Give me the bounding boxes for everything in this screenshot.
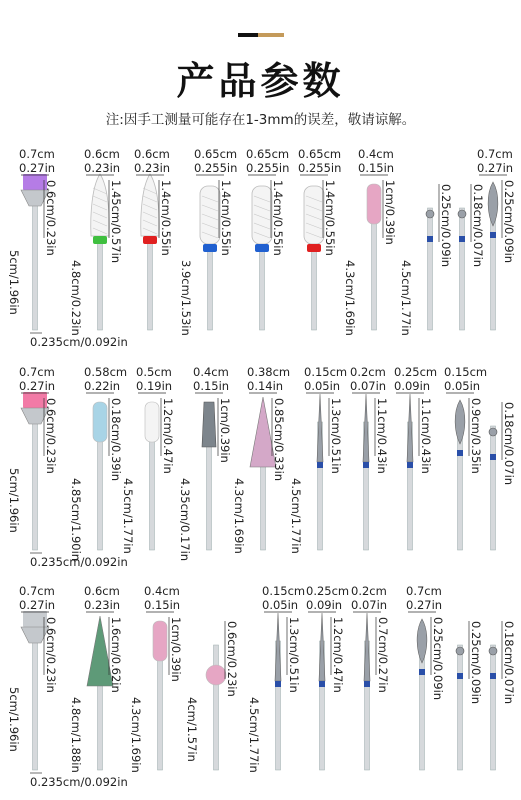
head-dimension-label: 0.7cm/0.27in bbox=[376, 617, 390, 693]
bit-head-flame bbox=[417, 619, 427, 663]
bit-head-bristles bbox=[23, 611, 47, 627]
bit-head-band bbox=[490, 232, 496, 238]
top-width-label: 0.23in bbox=[84, 161, 121, 175]
head-dimension-label: 1.3cm/0.51in bbox=[329, 398, 343, 474]
bit-head-band bbox=[275, 681, 281, 687]
bit-2-3 bbox=[121, 365, 175, 554]
top-width-label: 0.7cm bbox=[477, 147, 513, 161]
bit-head-ball bbox=[489, 428, 497, 436]
total-length-label: 4.85cm/1.90in bbox=[69, 478, 83, 562]
bit-head-band bbox=[363, 462, 369, 468]
top-width-label: 0.15in bbox=[358, 161, 395, 175]
bit-head-stone bbox=[145, 402, 159, 442]
bit-head-band bbox=[319, 681, 325, 687]
bit-2-5 bbox=[232, 365, 290, 554]
head-dimension-label: 0.9cm/0.35in bbox=[469, 398, 483, 474]
top-width-label: 0.25cm bbox=[394, 365, 438, 379]
bit-2-9 bbox=[444, 365, 487, 550]
top-width-label: 0.255in bbox=[298, 161, 342, 175]
shaft bbox=[460, 208, 465, 330]
shank-diameter-label: 0.235cm/0.092in bbox=[30, 555, 128, 569]
top-width-label: 0.14in bbox=[247, 379, 284, 393]
bit-head-band bbox=[457, 673, 463, 679]
head-dimension-label: 1.4cm/0.55in bbox=[323, 180, 337, 256]
head-dimension-label: 1.4cm/0.55in bbox=[271, 180, 285, 256]
top-width-label: 0.2cm bbox=[351, 584, 387, 598]
shaft bbox=[428, 208, 433, 330]
top-width-label: 0.15in bbox=[193, 379, 230, 393]
total-length-label: 4.8cm/1.88in bbox=[69, 697, 83, 773]
total-length-label: 4.35cm/0.17in bbox=[178, 478, 192, 562]
head-dimension-label: 1.6cm/0.62in bbox=[109, 617, 123, 693]
measurement-note: 注:因手工测量可能存在1-3mm的误差，敬请谅解。 bbox=[105, 112, 416, 128]
bit-head-head bbox=[202, 402, 216, 447]
top-width-label: 0.23in bbox=[84, 598, 121, 612]
bit-head-ball bbox=[489, 647, 497, 655]
top-width-label: 0.27in bbox=[477, 161, 514, 175]
head-dimension-label: 0.6cm/0.23in bbox=[225, 621, 239, 697]
top-width-label: 0.05in bbox=[444, 379, 481, 393]
bit-1-5 bbox=[246, 147, 289, 330]
bit-3-4 bbox=[185, 621, 239, 770]
top-width-label: 0.15cm bbox=[304, 365, 348, 379]
bit-3-7 bbox=[351, 584, 390, 770]
top-width-label: 0.7cm bbox=[19, 365, 55, 379]
bit-head-ball bbox=[458, 210, 466, 218]
head-dimension-label: 0.6cm/0.23in bbox=[44, 398, 58, 474]
head-dimension-label: 1.4cm/0.55in bbox=[219, 180, 233, 256]
bit-2-7 bbox=[350, 365, 389, 550]
bit-head-band bbox=[407, 462, 413, 468]
top-width-label: 0.15cm bbox=[262, 584, 306, 598]
bit-2-1 bbox=[7, 365, 58, 550]
head-dimension-label: 0.85cm/0.33in bbox=[272, 398, 286, 482]
head-dimension-label: 1.45cm/0.57in bbox=[109, 180, 123, 264]
total-length-label: 4.5cm/1.77in bbox=[399, 260, 413, 336]
bit-head-stone bbox=[367, 184, 381, 224]
head-dimension-label: 0.18cm/0.39in bbox=[109, 398, 123, 482]
bit-1-3 bbox=[134, 147, 173, 330]
bit-1-8 bbox=[399, 184, 453, 336]
top-width-label: 0.255in bbox=[194, 161, 238, 175]
top-width-label: 0.7cm bbox=[19, 147, 55, 161]
top-width-label: 0.65cm bbox=[246, 147, 290, 161]
top-width-label: 0.23in bbox=[134, 161, 171, 175]
shaft bbox=[491, 426, 496, 550]
shaft bbox=[458, 645, 463, 770]
bit-3-8 bbox=[406, 584, 445, 770]
top-width-label: 0.22in bbox=[84, 379, 121, 393]
top-width-label: 0.25cm bbox=[306, 584, 350, 598]
shank-diameter bbox=[30, 553, 128, 569]
bit-head-band bbox=[93, 236, 107, 244]
top-width-label: 0.6cm bbox=[134, 147, 170, 161]
bit-3-10 bbox=[489, 621, 516, 770]
head-dimension-label: 0.6cm/0.23in bbox=[44, 180, 58, 256]
shaft bbox=[214, 645, 219, 770]
top-width-label: 0.15in bbox=[144, 598, 181, 612]
bit-head-band bbox=[490, 673, 496, 679]
head-dimension-label: 1.4cm/0.55in bbox=[159, 180, 173, 256]
head-dimension-label: 0.6cm/0.23in bbox=[44, 617, 58, 693]
bit-1-7 bbox=[343, 147, 397, 336]
top-width-label: 0.05in bbox=[304, 379, 341, 393]
head-dimension-label: 0.25cm/0.09in bbox=[431, 617, 445, 701]
total-length-label: 4.5cm/1.77in bbox=[247, 697, 261, 773]
bit-1-9 bbox=[458, 184, 485, 330]
top-width-label: 0.05in bbox=[262, 598, 299, 612]
top-width-label: 0.19in bbox=[136, 379, 173, 393]
bit-head-bristles bbox=[23, 392, 47, 408]
top-width-label: 0.09in bbox=[394, 379, 431, 393]
top-width-label: 0.65cm bbox=[194, 147, 238, 161]
total-length-label: 4.8cm/0.23in bbox=[69, 260, 83, 336]
top-width-label: 0.27in bbox=[19, 598, 56, 612]
bit-head-stone bbox=[153, 621, 167, 661]
head-dimension-label: 1.1cm/0.43in bbox=[375, 398, 389, 474]
bit-head-cone bbox=[141, 174, 159, 236]
bit-head-bristles bbox=[23, 174, 47, 190]
bit-head-band bbox=[427, 236, 433, 242]
shaft bbox=[491, 645, 496, 770]
head-dimension-label: 1cm/0.39in bbox=[169, 617, 183, 682]
top-width-label: 0.27in bbox=[19, 379, 56, 393]
bit-head-sphere bbox=[206, 665, 226, 685]
bit-1-2 bbox=[69, 147, 123, 336]
total-length-label: 4.3cm/1.69in bbox=[232, 478, 246, 554]
bit-head-ball bbox=[456, 647, 464, 655]
top-width-label: 0.65cm bbox=[298, 147, 342, 161]
head-dimension-label: 1.2cm/0.47in bbox=[331, 617, 345, 693]
total-length-label: 3.9cm/1.53in bbox=[179, 260, 193, 336]
spec-row bbox=[7, 147, 516, 349]
top-width-label: 0.6cm bbox=[84, 584, 120, 598]
bit-head-band bbox=[203, 244, 217, 252]
top-width-label: 0.09in bbox=[306, 598, 343, 612]
top-width-label: 0.27in bbox=[406, 598, 443, 612]
head-dimension-label: 0.18cm/0.07in bbox=[502, 402, 516, 486]
bit-2-8 bbox=[394, 365, 437, 550]
total-length-label: 5cm/1.96in bbox=[7, 687, 21, 752]
shaft bbox=[33, 641, 38, 770]
total-length-label: 4.3cm/1.69in bbox=[129, 697, 143, 773]
bit-3-9 bbox=[456, 621, 483, 770]
top-width-label: 0.07in bbox=[351, 598, 388, 612]
head-dimension-label: 1.2cm/0.47in bbox=[161, 398, 175, 474]
head-dimension-label: 1.3cm/0.51in bbox=[287, 617, 301, 693]
top-width-label: 0.7cm bbox=[19, 584, 55, 598]
bit-3-6 bbox=[306, 584, 349, 770]
bit-2-6 bbox=[289, 365, 347, 554]
top-width-label: 0.15cm bbox=[444, 365, 488, 379]
bit-head-ball bbox=[426, 210, 434, 218]
bit-head-band bbox=[490, 454, 496, 460]
bit-2-2 bbox=[69, 365, 127, 561]
shank-diameter bbox=[30, 773, 128, 789]
top-width-label: 0.255in bbox=[246, 161, 290, 175]
bit-head-band bbox=[255, 244, 269, 252]
bit-2-4 bbox=[178, 365, 232, 561]
top-width-label: 0.7cm bbox=[406, 584, 442, 598]
top-width-label: 0.2cm bbox=[350, 365, 386, 379]
bit-1-6 bbox=[298, 147, 341, 330]
head-dimension-label: 1cm/0.39in bbox=[383, 180, 397, 245]
total-length-label: 4.5cm/1.77in bbox=[121, 478, 135, 554]
bit-head-band bbox=[419, 669, 425, 675]
head-dimension-label: 0.18cm/0.07in bbox=[471, 184, 485, 268]
top-width-label: 0.38cm bbox=[247, 365, 291, 379]
total-length-label: 5cm/1.96in bbox=[7, 468, 21, 533]
total-length-label: 4.3cm/1.69in bbox=[343, 260, 357, 336]
head-dimension-label: 0.18cm/0.07in bbox=[502, 621, 516, 705]
spec-row bbox=[7, 584, 516, 789]
head-dimension-label: 0.25cm/0.09in bbox=[439, 184, 453, 268]
total-length-label: 4cm/1.57in bbox=[185, 697, 199, 762]
top-width-label: 0.58cm bbox=[84, 365, 128, 379]
top-width-label: 0.5cm bbox=[136, 365, 172, 379]
bit-head-band bbox=[143, 236, 157, 244]
bit-1-1 bbox=[7, 147, 58, 330]
top-width-label: 0.27in bbox=[19, 161, 56, 175]
bit-head-band bbox=[317, 462, 323, 468]
shank-diameter-label: 0.235cm/0.092in bbox=[30, 775, 128, 789]
bit-head-flame bbox=[488, 182, 498, 226]
total-length-label: 5cm/1.96in bbox=[7, 250, 21, 315]
shaft bbox=[33, 422, 38, 550]
bit-head-band bbox=[459, 236, 465, 242]
shank-diameter-label: 0.235cm/0.092in bbox=[30, 335, 128, 349]
top-width-label: 0.4cm bbox=[144, 584, 180, 598]
spec-row bbox=[7, 365, 516, 569]
shank-diameter bbox=[30, 333, 128, 349]
bit-head-flame bbox=[455, 400, 465, 444]
bit-head-band bbox=[457, 450, 463, 456]
top-width-label: 0.07in bbox=[350, 379, 387, 393]
head-dimension-label: 1.1cm/0.43in bbox=[419, 398, 433, 474]
bit-3-3 bbox=[129, 584, 183, 773]
bit-3-5 bbox=[247, 584, 305, 773]
bit-head-band bbox=[364, 681, 370, 687]
head-dimension-label: 1cm/0.39in bbox=[218, 398, 232, 463]
top-width-label: 0.4cm bbox=[358, 147, 394, 161]
bit-2-10 bbox=[489, 402, 516, 550]
bit-head-stone bbox=[93, 402, 107, 442]
bit-head-cone bbox=[91, 174, 109, 236]
bit-1-4 bbox=[179, 147, 237, 336]
bit-3-1 bbox=[7, 584, 58, 770]
shaft bbox=[33, 204, 38, 330]
top-width-label: 0.6cm bbox=[84, 147, 120, 161]
top-width-label: 0.4cm bbox=[193, 365, 229, 379]
bit-head-band bbox=[307, 244, 321, 252]
total-length-label: 4.5cm/1.77in bbox=[289, 478, 303, 554]
bit-3-2 bbox=[69, 584, 123, 773]
head-dimension-label: 0.25cm/0.09in bbox=[502, 180, 516, 264]
page-title: 产品参数 bbox=[176, 59, 345, 103]
head-dimension-label: 0.25cm/0.09in bbox=[469, 621, 483, 705]
